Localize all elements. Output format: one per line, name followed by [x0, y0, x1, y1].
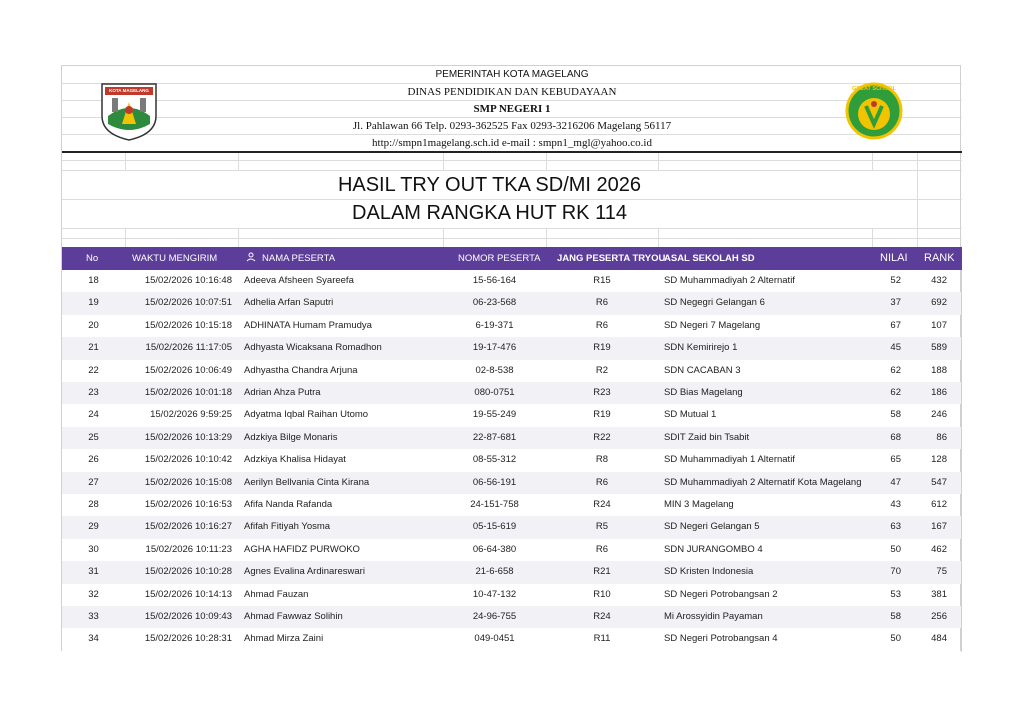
cell-waktu: 15/02/2026 10:07:51 — [144, 297, 232, 309]
cell-rank: 432 — [931, 275, 947, 286]
cell-asal: SD Muhammadiyah 2 Alternatif Kota Magelang — [664, 476, 862, 488]
cell-nama: Adeeva Afsheen Syareefa — [244, 275, 354, 286]
cell-nama: Ahmad Mirza Zaini — [244, 633, 324, 645]
cell-no: 25 — [88, 431, 99, 443]
cell-nomor: 6-19-371 — [475, 319, 514, 331]
cell-nomor: 02-8-538 — [475, 364, 514, 376]
header-contact: http://smpn1magelang.sch.id e-mail : smpn1_mgl@yahoo.co.id — [372, 137, 652, 149]
cell-ruang: R23 — [593, 387, 611, 398]
header-department: DINAS PENDIDIKAN DAN KEBUDAYAAN — [407, 86, 617, 98]
table-row — [62, 270, 962, 292]
cell-nilai: 63 — [890, 521, 901, 533]
cell-nomor: 08-55-312 — [472, 454, 517, 466]
col-header-waktu: WAKTU MENGIRIM — [132, 253, 218, 264]
cell-nama: ADHINATA Humam Pramudya — [244, 319, 372, 331]
cell-rank: 256 — [931, 611, 947, 622]
cell-waktu: 15/02/2026 10:01:18 — [144, 387, 232, 398]
cell-waktu: 15/02/2026 10:10:28 — [144, 566, 232, 578]
cell-asal: SD Negeri Potrobangsan 4 — [664, 633, 778, 645]
cell-no: 32 — [88, 588, 99, 600]
cell-nilai: 47 — [890, 476, 901, 488]
cell-rank: 246 — [931, 409, 947, 421]
col-header-no: No — [86, 253, 99, 264]
header-address: Jl. Pahlawan 66 Telp. 0293-362525 Fax 0293-3216206 Magelang 56117 — [352, 120, 672, 132]
cell-waktu: 15/02/2026 9:59:25 — [150, 409, 232, 421]
report-title: HASIL TRY OUT TKA SD/MI 2026 — [337, 174, 642, 196]
cell-ruang: R10 — [593, 588, 611, 600]
cell-no: 26 — [88, 454, 99, 466]
col-header-rank: RANK — [924, 252, 955, 264]
cell-waktu: 15/02/2026 10:16:53 — [144, 499, 232, 510]
cell-rank: 75 — [936, 566, 947, 578]
cell-nilai: 62 — [890, 387, 901, 398]
table-row — [62, 449, 962, 471]
cell-ruang: R24 — [593, 611, 611, 622]
col-header-nilai: NILAI — [880, 252, 908, 264]
table-row — [62, 427, 962, 449]
cell-asal: MIN 3 Magelang — [664, 499, 734, 510]
cell-nilai: 67 — [890, 319, 901, 331]
logo-right-label: GREAT SCHOOL — [852, 86, 896, 92]
cell-asal: SDN CACABAN 3 — [664, 364, 741, 376]
cell-nomor: 15-56-164 — [472, 275, 517, 286]
cell-no: 24 — [88, 409, 99, 421]
col-header-nomor: NOMOR PESERTA — [458, 253, 541, 264]
cell-rank: 186 — [931, 387, 947, 398]
cell-ruang: R6 — [595, 297, 609, 309]
cell-nomor: 22-87-681 — [472, 431, 517, 443]
cell-no: 18 — [88, 275, 99, 286]
cell-nomor: 19-55-249 — [472, 409, 517, 421]
cell-asal: SD Bias Magelang — [664, 387, 743, 398]
cell-nama: AGHA HAFIDZ PURWOKO — [244, 543, 360, 555]
cell-waktu: 15/02/2026 10:11:23 — [145, 543, 232, 555]
person-icon — [246, 247, 256, 270]
cell-nomor: 24-151-758 — [470, 499, 519, 510]
cell-nama: Aerilyn Bellvania Cinta Kirana — [244, 476, 370, 488]
cell-asal: SDN JURANGOMBO 4 — [664, 543, 763, 555]
cell-nama: Afifa Nanda Rafanda — [244, 499, 333, 510]
table-row — [62, 539, 962, 561]
table-header — [62, 247, 962, 270]
cell-asal: SD Mutual 1 — [664, 409, 717, 421]
cell-no: 27 — [88, 476, 99, 488]
cell-nama: Adhyastha Chandra Arjuna — [244, 364, 358, 376]
table-row — [62, 404, 962, 426]
cell-rank: 462 — [931, 543, 947, 555]
cell-nilai: 68 — [890, 431, 901, 443]
cell-nomor: 21-6-658 — [475, 566, 514, 578]
cell-nilai: 58 — [890, 409, 901, 421]
cell-asal: SD Negegri Gelangan 6 — [664, 297, 765, 309]
cell-no: 21 — [88, 342, 99, 354]
cell-asal: SDN Kemirirejo 1 — [664, 342, 738, 354]
report-subtitle: DALAM RANGKA HUT RK 114 — [352, 202, 627, 224]
cell-waktu: 15/02/2026 10:09:43 — [144, 611, 232, 622]
cell-no: 30 — [88, 543, 99, 555]
cell-rank: 589 — [931, 342, 947, 354]
cell-rank: 107 — [931, 319, 947, 331]
cell-ruang: R19 — [593, 409, 611, 421]
cell-waktu: 15/02/2026 11:17:05 — [145, 342, 232, 354]
cell-ruang: R8 — [595, 454, 609, 466]
cell-ruang: R2 — [595, 364, 609, 376]
table-row — [62, 561, 962, 583]
cell-rank: 692 — [931, 297, 947, 309]
col-header-nama: NAMA PESERTA — [262, 253, 336, 264]
cell-asal: Mi Arossyidin Payaman — [664, 611, 763, 622]
cell-nomor: 24-96-755 — [472, 611, 517, 622]
cell-rank: 86 — [936, 431, 947, 443]
cell-nomor: 06-56-191 — [472, 476, 517, 488]
cell-waktu: 15/02/2026 10:13:29 — [144, 431, 232, 443]
cell-nilai: 43 — [890, 499, 901, 510]
cell-nilai: 52 — [890, 275, 901, 286]
table-row — [62, 337, 962, 359]
cell-nama: Ahmad Fawwaz Solihin — [244, 611, 343, 622]
cell-ruang: R5 — [595, 521, 609, 533]
cell-rank: 188 — [931, 364, 947, 376]
cell-nama: Adyatma Iqbal Raihan Utomo — [244, 409, 369, 421]
cell-rank: 167 — [931, 521, 947, 533]
cell-nama: Agnes Evalina Ardinareswari — [244, 566, 365, 578]
cell-asal: SD Muhammadiyah 1 Alternatif — [664, 454, 795, 466]
cell-rank: 484 — [931, 633, 947, 645]
header-government: PEMERINTAH KOTA MAGELANG — [435, 69, 589, 80]
cell-nomor: 080-0751 — [474, 387, 515, 398]
cell-nilai: 58 — [890, 611, 901, 622]
cell-ruang: R21 — [593, 566, 611, 578]
cell-no: 31 — [88, 566, 99, 578]
cell-nama: Adzkiya Khalisa Hidayat — [244, 454, 346, 466]
cell-no: 29 — [88, 521, 99, 533]
cell-nama: Adhyasta Wicaksana Romadhon — [244, 342, 382, 354]
cell-nilai: 50 — [890, 543, 901, 555]
logo-left-label: KOTA MAGELANG — [109, 88, 149, 93]
table-row — [62, 292, 962, 314]
cell-waktu: 15/02/2026 10:10:42 — [144, 454, 232, 466]
cell-ruang: R24 — [593, 499, 611, 510]
cell-asal: SD Negeri 7 Magelang — [664, 319, 761, 331]
cell-ruang: R19 — [593, 342, 611, 354]
letterhead — [62, 66, 962, 152]
header-separator — [62, 151, 962, 153]
cell-rank: 128 — [931, 454, 947, 466]
cell-ruang: R11 — [593, 633, 611, 645]
cell-ruang: R15 — [593, 275, 611, 286]
cell-asal: SD Negeri Potrobangsan 2 — [664, 588, 778, 600]
cell-waktu: 15/02/2026 10:06:49 — [144, 364, 232, 376]
cell-no: 28 — [88, 499, 99, 510]
cell-waktu: 15/02/2026 10:16:27 — [144, 521, 232, 533]
table-row — [62, 360, 962, 382]
cell-nomor: 05-15-619 — [472, 521, 517, 533]
cell-rank: 612 — [931, 499, 947, 510]
cell-rank: 547 — [931, 476, 947, 488]
table-row — [62, 606, 962, 628]
cell-waktu: 15/02/2026 10:15:08 — [144, 476, 232, 488]
table-row — [62, 516, 962, 538]
cell-ruang: R6 — [595, 543, 609, 555]
cell-waktu: 15/02/2026 10:14:13 — [144, 588, 232, 600]
cell-nilai: 62 — [890, 364, 901, 376]
col-header-asal: ASAL SEKOLAH SD — [664, 253, 755, 264]
cell-nomor: 10-47-132 — [472, 588, 517, 600]
cell-nilai: 45 — [890, 342, 901, 354]
cell-no: 34 — [88, 633, 99, 645]
cell-waktu: 15/02/2026 10:28:31 — [144, 633, 232, 645]
cell-rank: 381 — [931, 588, 947, 600]
cell-nama: Ahmad Fauzan — [244, 588, 309, 600]
table-row — [62, 584, 962, 606]
cell-ruang: R6 — [595, 476, 609, 488]
cell-asal: SD Muhammadiyah 2 Alternatif — [664, 275, 795, 286]
cell-nama: Adhelia Arfan Saputri — [244, 297, 334, 309]
table-row — [62, 382, 962, 404]
cell-no: 22 — [88, 364, 99, 376]
cell-nilai: 53 — [890, 588, 901, 600]
table-row — [62, 494, 962, 516]
cell-no: 20 — [88, 319, 99, 331]
table-row — [62, 315, 962, 337]
cell-no: 33 — [88, 611, 99, 622]
cell-nilai: 65 — [890, 454, 901, 466]
table-row — [62, 628, 962, 650]
header-school-name: SMP NEGERI 1 — [473, 103, 551, 115]
cell-ruang: R6 — [595, 319, 609, 331]
cell-no: 23 — [88, 387, 99, 398]
cell-no: 19 — [88, 297, 99, 309]
cell-nilai: 50 — [890, 633, 901, 645]
cell-nomor: 06-64-380 — [472, 543, 517, 555]
cell-waktu: 15/02/2026 10:16:48 — [144, 275, 232, 286]
cell-nomor: 19-17-476 — [472, 342, 517, 354]
cell-nilai: 37 — [890, 297, 901, 309]
cell-nomor: 06-23-568 — [472, 297, 517, 309]
cell-asal: SD Negeri Gelangan 5 — [664, 521, 760, 533]
cell-nama: Afifah Fitiyah Yosma — [244, 521, 331, 533]
cell-nama: Adrian Ahza Putra — [244, 387, 321, 398]
cell-nama: Adzkiya Bilge Monaris — [244, 431, 338, 443]
document-sheet — [61, 65, 961, 651]
cell-waktu: 15/02/2026 10:15:18 — [144, 319, 232, 331]
col-header-ruang: JANG PESERTA TRYOU — [557, 253, 666, 264]
cell-asal: SDIT Zaid bin Tsabit — [664, 431, 750, 443]
cell-asal: SD Kristen Indonesia — [664, 566, 754, 578]
cell-ruang: R22 — [593, 431, 611, 443]
table-row — [62, 472, 962, 494]
cell-nilai: 70 — [890, 566, 901, 578]
cell-nomor: 049-0451 — [474, 633, 515, 645]
